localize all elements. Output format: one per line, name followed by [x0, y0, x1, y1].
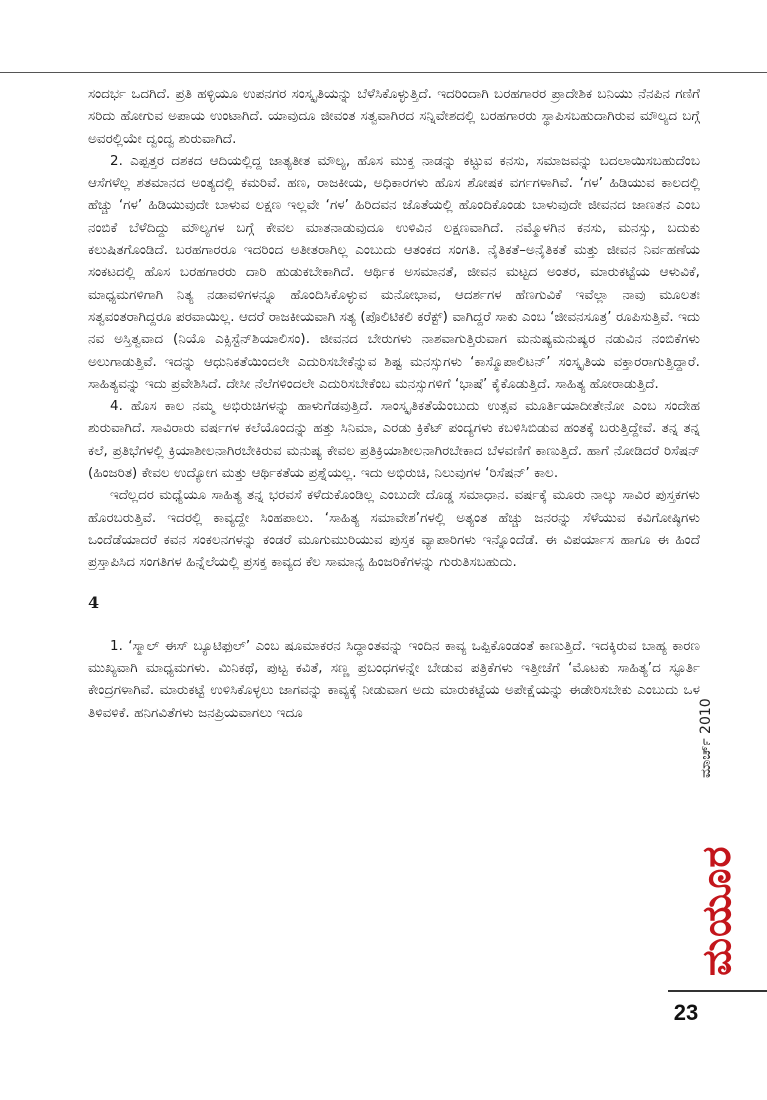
top-rule [0, 72, 767, 73]
paragraph-section-4-point-1: 1. ‘ಸ್ಮಾಲ್ ಈಸ್ ಬ್ಯೂಟಿಫುಲ್’ ಎಂಬ ಷೂಮಾಕರನ ಸಿದ್ಧಾಂತವನ್ನು ಇಂದಿನ ಕಾವ್ಯ ಒಪ್ಪಿಕೊಂಡಂತೆ ಕಾಣುತ್ತಿದೆ. ಇದಕ್ಕಿರುವ ಬಾಹ್ಯ ಕಾರಣ ಮುಖ್ಯವಾಗಿ ಮಾಧ್ಯಮಗಳು. ಮಿನಿಕಥೆ, ಪುಟ್ಟ ಕವಿತೆ, ಸಣ್ಣ ಪ್ರಬಂಧಗಳನ್ನೇ ಬೇಡುವ ಪತ್ರಿಕೆಗಳು ಇತ್ತೀಚೆಗೆ ‘ಮೊಟಕು ಸಾಹಿತ್ಯ’ದ ಸ್ಫೂರ್ತಿ ಕೇಂದ್ರಗಳಾಗಿವೆ. ಮಾರುಕಟ್ಟೆ ಉಳಿಸಿಕೊಳ್ಳಲು ಜಾಗವನ್ನು ಕಾವ್ಯಕ್ಕೆ ನೀಡುವಾಗ ಅದು ಮಾರುಕಟ್ಟೆಯ ಅಪೇಕ್ಷೆಯನ್ನು ಈಡೇರಿಸಬೇಕು ಎಂಬುದು ಒಳ ತಿಳಿವಳಿಕೆ. ಹನಿಗವಿತೆಗಳು ಜನಪ್ರಿಯವಾಗಲು ಇದೂ [88, 638, 700, 721]
paragraph-summary: ಇದೆಲ್ಲದರ ಮಧ್ಯೆಯೂ ಸಾಹಿತ್ಯ ತನ್ನ ಭರವಸೆ ಕಳೆದುಕೊಂಡಿಲ್ಲ ಎಂಬುದೇ ದೊಡ್ಡ ಸಮಾಧಾನ. ವರ್ಷಕ್ಕೆ ಮೂರು ನಾಲ್ಕು ಸಾವಿರ ಪುಸ್ತಕಗಳು ಹೊರಬರುತ್ತಿವೆ. ಇದರಲ್ಲಿ ಕಾವ್ಯದ್ದೇ ಸಿಂಹಪಾಲು. ‘ಸಾಹಿತ್ಯ ಸಮಾವೇಶ’ಗಳಲ್ಲಿ ಅತ್ಯಂತ ಹೆಚ್ಚು ಜನರನ್ನು ಸೆಳೆಯುವ ಕವಿಗೋಷ್ಠಿಗಳು ಒಂದೆಡೆಯಾದರೆ ಕವನ ಸಂಕಲನಗಳನ್ನು ಕಂಡರೆ ಮೂಗುಮುರಿಯುವ ಪುಸ್ತಕ ವ್ಯಾಪಾರಿಗಳು ಇನ್ನೊಂದೆಡೆ. ಈ ವಿಪರ್ಯಾಸ ಹಾಗೂ ಈ ಹಿಂದೆ ಪ್ರಸ್ತಾಪಿಸಿದ ಸಂಗತಿಗಳ ಹಿನ್ನೆಲೆಯಲ್ಲಿ ಪ್ರಸಕ್ತ ಕಾವ್ಯದ ಕೆಲ ಸಾಮಾನ್ಯ ಹಿಂಜರಿಕೆಗಳನ್ನು ಗುರುತಿಸಬಹುದು. [88, 488, 700, 571]
paragraph-point-4: 4. ಹೊಸ ಕಾಲ ನಮ್ಮ ಅಭಿರುಚಿಗಳನ್ನು ಹಾಳುಗೆಡವುತ್ತಿದೆ. ಸಾಂಸ್ಕೃತಿಕತೆಯೆಂಬುದು ಉತ್ಸವ ಮೂರ್ತಿಯಾದೀತೇನೋ ಎಂಬ ಸಂದೇಹ ಶುರುವಾಗಿದೆ. ಸಾವಿರಾರು ವರ್ಷಗಳ ಕಲೆಯೊಂದನ್ನು ಹತ್ತು ಸಿನಿಮಾ, ಎರಡು ಕ್ರಿಕೆಟ್ ಪಂದ್ಯಗಳು ಕಬಳಿಸಿಬಿಡುವ ಹಂತಕ್ಕೆ ಬರುತ್ತಿದ್ದೇವೆ. ತನ್ನ ತನ್ನ ಕಲೆ, ಪ್ರತಿಭೆಗಳಲ್ಲಿ ಕ್ರಿಯಾಶೀಲನಾಗಿರಬೇಕಿರುವ ಮನುಷ್ಯ ಕೇವಲ ಪ್ರತಿಕ್ರಿಯಾಶೀಲನಾಗಿರಬೇಕಾದ ಬೆಳವಣಿಗೆ ಕಾಣುತ್ತಿದೆ. ಹಾಗೆ ನೋಡಿದರೆ ರಿಸೆಷನ್ (ಹಿಂಜರಿತ) ಕೇವಲ ಉದ್ಯೋಗ ಮತ್ತು ಆರ್ಥಿಕತೆಯ ಪ್ರಶ್ನೆಯಲ್ಲ. ಇದು ಅಭಿರುಚಿ, ನಿಲುವುಗಳ ‘ರಿಸೆಷನ್’ ಕಾಲ. [88, 399, 700, 482]
paragraph-continuation: ಸಂದರ್ಭ ಒದಗಿದೆ. ಪ್ರತಿ ಹಳ್ಳಿಯೂ ಉಪನಗರ ಸಂಸ್ಕೃತಿಯನ್ನು ಬೆಳೆಸಿಕೊಳ್ಳುತ್ತಿದೆ. ಇದರಿಂದಾಗಿ ಬರಹಗಾರರ ಪ್ರಾದೇಶಿಕ ಬನಿಯು ನೆನಪಿನ ಗಣಿಗೆ ಸರಿದು ಹೋಗುವ ಅಪಾಯ ಉಂಟಾಗಿದೆ. ಯಾವುದೂ ಜೀವಂತ ಸತ್ವವಾಗಿರದ ಸನ್ನಿವೇಶದಲ್ಲಿ ಬರಹಗಾರರು ಸ್ಥಾಪಿಸಬಹುದಾಗಿರುವ ಮೌಲ್ಯದ ಬಗ್ಗೆ ಅವರಲ್ಲಿಯೇ ದ್ವಂದ್ವ ಶುರುವಾಗಿದೆ. [88, 87, 700, 147]
sidebar-rule [668, 990, 767, 992]
section-number: 4 [88, 592, 100, 612]
article-body [88, 84, 700, 725]
page-number: 23 [673, 1000, 699, 1025]
magazine-logo: ಮಯೂರ [694, 845, 740, 976]
page-sidebar [668, 700, 767, 1100]
issue-date: ಮಾರ್ಚ್ 2010 [698, 698, 714, 778]
paragraph-point-2: 2. ಎಪ್ಪತ್ತರ ದಶಕದ ಆದಿಯಲ್ಲಿದ್ದ ಜಾತ್ಯತೀತ ಮೌಲ್ಯ, ಹೊಸ ಮುಕ್ತ ನಾಡನ್ನು ಕಟ್ಟುವ ಕನಸು, ಸಮಾಜವನ್ನು ಬದಲಾಯಿಸಬಹುದೆಂಬ ಆಸೆಗಳೆಲ್ಲ ಶತಮಾನದ ಅಂತ್ಯದಲ್ಲಿ ಕಮರಿವೆ. ಹಣ, ರಾಜಕೀಯ, ಅಧಿಕಾರಗಳು ಹೊಸ ಶೋಷಕ ವರ್ಗಗಳಾಗಿವೆ. ‘ಗಳ’ ಹಿಡಿಯುವ ಕಾಲದಲ್ಲಿ ಹೆಚ್ಚು ‘ಗಳ’ ಹಿಡಿಯುವುದೇ ಬಾಳುವ ಲಕ್ಷಣ ಇಲ್ಲವೇ ‘ಗಳ’ ಹಿರಿದವನ ಜೊತೆಯಲ್ಲಿ ಹೊಂದಿಕೊಂಡು ಬಾಳುವುದೇ ಜೀವನದ ಜಾಣತನ ಎಂಬ ನಂಬಿಕೆ ಬೆಳೆದಿದ್ದು ಮೌಲ್ಯಗಳ ಬಗ್ಗೆ ಕೇವಲ ಮಾತನಾಡುವುದೂ ಉಳಿವಿನ ಲಕ್ಷಣವಾಗಿದೆ. ನಮ್ಮೊಳಗಿನ ಕನಸು, ಮನಸ್ಸು, ಬದುಕು ಕಲುಷಿತಗೊಂಡಿದೆ. ಬರಹಗಾರರೂ ಇದರಿಂದ ಅತೀತರಾಗಿಲ್ಲ ಎಂಬುದು ಆತಂಕದ ಸಂಗತಿ. ನೈತಿಕತೆ–ಅನೈತಿಕತೆ ಮತ್ತು ಜೀವನ ನಿರ್ವಹಣೆಯ ಸಂಕಟದಲ್ಲಿ ಹೊಸ ಬರಹಗಾರರು ದಾರಿ ಹುಡುಕಬೇಕಾಗಿದೆ. ಆರ್ಥಿಕ ಅಸಮಾನತೆ, ಜೀವನ ಮಟ್ಟದ ಅಂತರ, ಮಾರುಕಟ್ಟೆಯ ಆಳುವಿಕೆ, ಮಾಧ್ಯಮಗಳಿಗಾಗಿ ನಿತ್ಯ ನಡಾವಳಿಗಳನ್ನೂ ಹೊಂದಿಸಿಕೊಳ್ಳುವ ಮನೋಭಾವ, ಆದರ್ಶಗಳ ಹೆಣಗುವಿಕೆ ಇವೆಲ್ಲಾ ನಾವು ಮೂಲತಃ ಸತ್ವವಂತರಾಗಿದ್ದರೂ ಪರವಾಯಿಲ್ಲ. ಆದರೆ ರಾಜಕೀಯವಾಗಿ ಸತ್ಯ (ಪೊಲಿಟಿಕಲಿ ಕರೆಕ್ಟ್) ವಾಗಿದ್ದರೆ ಸಾಕು ಎಂಬ ‘ಜೀವನಸೂತ್ರ’ ರೂಪಿಸುತ್ತಿವೆ. ಇದು ನವ ಅಸ್ತಿತ್ವವಾದ (ನಿಯೊ ಎಕ್ಸಿಸ್ಟೆನ್‌ಶಿಯಾಲಿಸಂ). ಜೀವನದ ಬೇರುಗಳು ನಾಶವಾಗುತ್ತಿರುವಾಗ ಮನುಷ್ಯಮನುಷ್ಯರ ನಡುವಿನ ನಂಬಿಕೆಗಳು ಅಲುಗಾಡುತ್ತಿವೆ. ಇದನ್ನು ಆಧುನಿಕತೆಯಿಂದಲೇ ಎದುರಿಸಬೇಕೆನ್ನುವ ಶಿಷ್ಟ ಮನಸ್ಸುಗಳು ‘ಕಾಸ್ಮೊಪಾಲಿಟನ್’ ಸಂಸ್ಕೃತಿಯ ವಕ್ತಾರರಾಗುತ್ತಿದ್ದಾರೆ. ಸಾಹಿತ್ಯವನ್ನು ಇದು ಪ್ರವೇಶಿಸಿದೆ. ದೇಸೀ ನೆಲೆಗಳಿಂದಲೇ ಎದುರಿಸಬೇಕೆಂಬ ಮನಸ್ಸುಗಳಿಗೆ ‘ಭಾಷೆ’ ಕೈಕೊಡುತ್ತಿದೆ. ಸಾಹಿತ್ಯ ಹೋರಾಡುತ್ತಿದೆ. [88, 153, 700, 392]
